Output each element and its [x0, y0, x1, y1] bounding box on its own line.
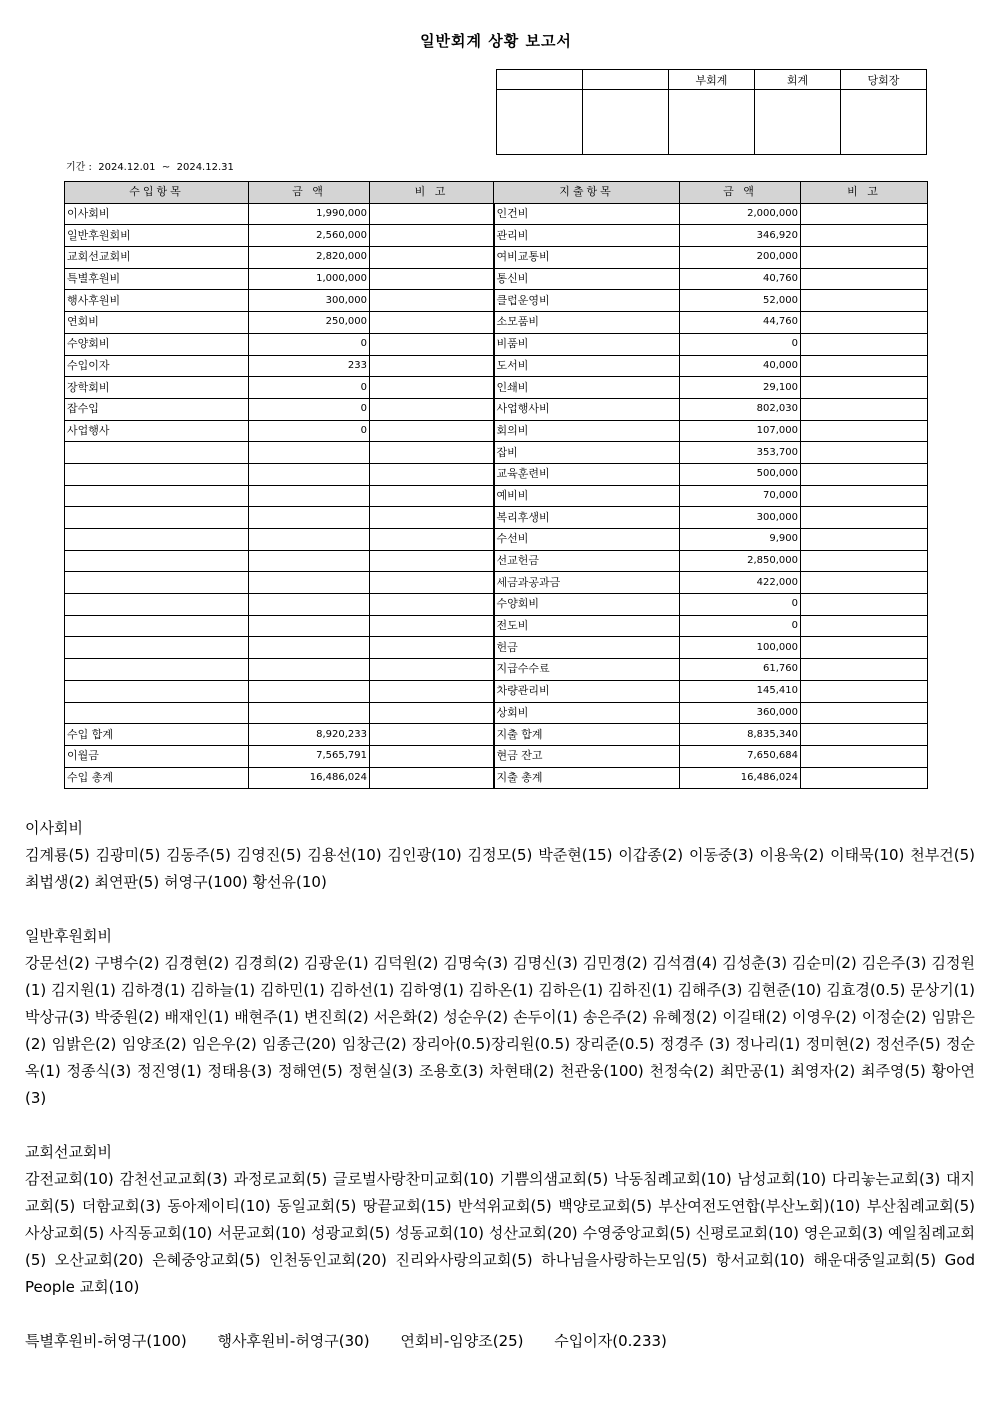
approval-sign-treasurer	[755, 90, 841, 155]
income-note	[370, 420, 494, 442]
expense-note	[801, 637, 928, 659]
table-row	[65, 724, 928, 746]
income-amount: 0	[249, 398, 370, 420]
table-row	[65, 247, 928, 269]
income-item	[65, 442, 249, 464]
income-note	[370, 203, 494, 225]
expense-amount: 360,000	[680, 702, 801, 724]
page-title: 일반회계 상황 보고서	[420, 32, 572, 50]
income-amount	[249, 615, 370, 637]
table-row	[65, 659, 928, 681]
expense-note	[801, 745, 928, 767]
footer-special-support: 특별후원비-허영구(100)	[25, 1332, 187, 1350]
expense-note	[801, 485, 928, 507]
income-amount	[249, 659, 370, 681]
income-item	[65, 637, 249, 659]
expense-amount: 16,486,024	[680, 767, 801, 789]
expense-note	[801, 203, 928, 225]
income-amount: 250,000	[249, 312, 370, 334]
income-amount	[249, 485, 370, 507]
income-note	[370, 594, 494, 616]
expense-item: 세금과공과금	[494, 572, 680, 594]
table-row	[65, 463, 928, 485]
expense-item: 인건비	[494, 203, 680, 225]
header-expense-note: 비 고	[801, 182, 928, 204]
expense-item: 헌금	[494, 637, 680, 659]
income-amount	[249, 702, 370, 724]
income-amount	[249, 637, 370, 659]
income-amount: 0	[249, 377, 370, 399]
expense-amount: 346,920	[680, 225, 801, 247]
income-note	[370, 290, 494, 312]
header-income-note: 비 고	[370, 182, 494, 204]
expense-amount: 300,000	[680, 507, 801, 529]
expense-amount: 2,000,000	[680, 203, 801, 225]
table-row	[65, 680, 928, 702]
expense-item: 여비교통비	[494, 247, 680, 269]
income-item	[65, 594, 249, 616]
income-item	[65, 485, 249, 507]
expense-amount: 0	[680, 333, 801, 355]
table-row	[65, 507, 928, 529]
ledger-table	[64, 181, 928, 789]
table-row	[65, 420, 928, 442]
table-row	[65, 268, 928, 290]
expense-item: 통신비	[494, 268, 680, 290]
footer-event-support: 행사후원비-허영구(30)	[217, 1332, 370, 1350]
expense-amount: 353,700	[680, 442, 801, 464]
expense-note	[801, 333, 928, 355]
income-item	[65, 680, 249, 702]
expense-item: 현금 잔고	[494, 745, 680, 767]
supporters-list: 강문선(2) 구병수(2) 김경현(2) 김경희(2) 김광운(1) 김덕원(2) 김명숙(3) 김명신(3) 김민경(2) 김석겸(4) 김성춘(3) 김순미(2) 김은주(3) 김정원(1) 김지원(1) 김하경(1) 김하늘(1) 김하민(1) 김하선(1) 김하영(1) 김하온(1) 김하은(1) 김하진(1) 김해주(3) 김현준(10) 김효경(0.5) 문상기(1) 박상규(3) 박중원(2) 배재인(1) 배현주(1) 변진희(2) 서은화(2) 성순우(2) 손두이(1) 송은주(2) 유혜정(2) 이길태(2) 이영우(2) 이정순(2) 임맑은(2) 임밝은(2) 임양조(2) 임은우(2) 임종근(20) 임창근(2) 장리아(0.5)장리원(0.5) 장리준(0.5) 정경주 (3) 정나리(1) 정미현(2) 정선주(5) 정순옥(1) 정종식(3) 정진영(1) 정태용(3) 정해연(5) 정현실(3) 조용호(3) 차현태(2) 천관웅(100) 천정숙(2) 최만공(1) 최영자(2) 최주영(5) 황아연(3)	[25, 954, 975, 1107]
expense-item: 복리후생비	[494, 507, 680, 529]
table-row	[65, 377, 928, 399]
income-amount	[249, 572, 370, 594]
income-item: 행사후원비	[65, 290, 249, 312]
footer-interest: 수입이자(0.233)	[554, 1332, 667, 1350]
table-row	[65, 442, 928, 464]
expense-note	[801, 463, 928, 485]
expense-amount: 44,760	[680, 312, 801, 334]
income-note	[370, 377, 494, 399]
table-row	[65, 225, 928, 247]
expense-amount: 29,100	[680, 377, 801, 399]
expense-item: 수선비	[494, 529, 680, 551]
income-amount: 7,565,791	[249, 745, 370, 767]
expense-item: 지출 합계	[494, 724, 680, 746]
income-amount	[249, 507, 370, 529]
income-item	[65, 507, 249, 529]
income-note	[370, 615, 494, 637]
income-item: 수입 총계	[65, 767, 249, 789]
expense-note	[801, 659, 928, 681]
approval-sign-vice-treasurer	[669, 90, 755, 155]
income-amount: 2,560,000	[249, 225, 370, 247]
table-row	[65, 529, 928, 551]
income-note	[370, 312, 494, 334]
income-note	[370, 442, 494, 464]
table-row	[65, 745, 928, 767]
expense-item: 상회비	[494, 702, 680, 724]
expense-note	[801, 247, 928, 269]
expense-amount: 9,900	[680, 529, 801, 551]
period-end: 2024.12.31	[176, 162, 234, 173]
churches-heading: 교회선교회비	[25, 1143, 112, 1161]
expense-note	[801, 312, 928, 334]
income-note	[370, 333, 494, 355]
expense-note	[801, 507, 928, 529]
expense-amount: 2,850,000	[680, 550, 801, 572]
expense-amount: 61,760	[680, 659, 801, 681]
income-note	[370, 529, 494, 551]
expense-item: 수양회비	[494, 594, 680, 616]
period-start: 2024.12.01	[98, 162, 156, 173]
income-item: 잡수입	[65, 398, 249, 420]
directors-heading: 이사회비	[25, 819, 83, 837]
expense-amount: 0	[680, 615, 801, 637]
income-amount	[249, 442, 370, 464]
income-note	[370, 247, 494, 269]
income-note	[370, 507, 494, 529]
approval-header-vice-treasurer: 부회계	[669, 70, 755, 90]
income-item: 수입 합계	[65, 724, 249, 746]
expense-item: 차량관리비	[494, 680, 680, 702]
income-item: 장학회비	[65, 377, 249, 399]
expense-item: 관리비	[494, 225, 680, 247]
table-row	[65, 702, 928, 724]
expense-item: 예비비	[494, 485, 680, 507]
footer-annual-fee: 연회비-임양조(25)	[400, 1332, 524, 1350]
income-item: 이사회비	[65, 203, 249, 225]
approval-header-treasurer: 회계	[755, 70, 841, 90]
income-note	[370, 702, 494, 724]
header-expense-amount: 금 액	[680, 182, 801, 204]
expense-amount: 40,000	[680, 355, 801, 377]
expense-amount: 107,000	[680, 420, 801, 442]
income-note	[370, 398, 494, 420]
income-note	[370, 463, 494, 485]
expense-amount: 40,760	[680, 268, 801, 290]
table-row	[65, 398, 928, 420]
income-item	[65, 659, 249, 681]
expense-item: 비품비	[494, 333, 680, 355]
income-item	[65, 550, 249, 572]
income-amount: 16,486,024	[249, 767, 370, 789]
income-amount: 0	[249, 420, 370, 442]
income-amount	[249, 529, 370, 551]
expense-amount: 500,000	[680, 463, 801, 485]
expense-amount: 70,000	[680, 485, 801, 507]
expense-item: 도서비	[494, 355, 680, 377]
income-note	[370, 268, 494, 290]
income-item: 이월금	[65, 745, 249, 767]
expense-item: 클럽운영비	[494, 290, 680, 312]
approval-sign-1	[497, 90, 583, 155]
approval-sign-pastor	[841, 90, 927, 155]
income-note	[370, 225, 494, 247]
table-row	[65, 572, 928, 594]
period-label: 기간	[66, 162, 86, 173]
expense-note	[801, 550, 928, 572]
notes-section	[25, 815, 975, 1355]
income-item	[65, 572, 249, 594]
expense-note	[801, 680, 928, 702]
expense-note	[801, 529, 928, 551]
expense-amount: 802,030	[680, 398, 801, 420]
expense-note	[801, 290, 928, 312]
table-row	[65, 355, 928, 377]
expense-note	[801, 420, 928, 442]
approval-header-2	[583, 70, 669, 90]
income-amount: 1,990,000	[249, 203, 370, 225]
table-row	[65, 615, 928, 637]
expense-amount: 7,650,684	[680, 745, 801, 767]
income-item	[65, 702, 249, 724]
income-note	[370, 572, 494, 594]
table-row	[65, 290, 928, 312]
income-item	[65, 615, 249, 637]
income-amount	[249, 550, 370, 572]
table-row	[65, 203, 928, 225]
expense-note	[801, 398, 928, 420]
expense-note	[801, 225, 928, 247]
expense-note	[801, 377, 928, 399]
expense-amount: 0	[680, 594, 801, 616]
income-item: 수입이자	[65, 355, 249, 377]
expense-amount: 8,835,340	[680, 724, 801, 746]
income-note	[370, 550, 494, 572]
report-period: 기간 : 2024.12.01 ~ 2024.12.31	[66, 162, 234, 173]
expense-item: 잡비	[494, 442, 680, 464]
expense-note	[801, 268, 928, 290]
expense-note	[801, 572, 928, 594]
table-row	[65, 767, 928, 789]
income-item: 일반후원회비	[65, 225, 249, 247]
expense-amount: 100,000	[680, 637, 801, 659]
expense-item: 지출 총계	[494, 767, 680, 789]
expense-note	[801, 594, 928, 616]
expense-amount: 52,000	[680, 290, 801, 312]
expense-amount: 200,000	[680, 247, 801, 269]
income-item: 특별후원비	[65, 268, 249, 290]
table-row	[65, 594, 928, 616]
income-amount	[249, 463, 370, 485]
income-note	[370, 680, 494, 702]
expense-item: 교육훈련비	[494, 463, 680, 485]
table-row	[65, 312, 928, 334]
expense-amount: 145,410	[680, 680, 801, 702]
expense-note	[801, 615, 928, 637]
churches-list: 감전교회(10) 감천선교교회(3) 과정로교회(5) 글로벌사랑찬미교회(10) 기쁨의샘교회(5) 낙동침례교회(10) 남성교회(10) 다리놓는교회(3) 대지교회(5) 더함교회(3) 동아제이티(10) 동일교회(5) 땅끝교회(15) 반석위교회(5) 백양로교회(5) 부산여전도연합(부산노회)(10) 부산침례교회(5) 사상교회(5) 사직동교회(10) 서문교회(10) 성광교회(5) 성동교회(10) 성산교회(20) 수영중앙교회(5) 신평로교회(10) 영은교회(3) 예일침례교회(5) 오산교회(20) 은혜중앙교회(5) 인천동인교회(20) 진리와사랑의교회(5) 하나님을사랑하는모임(5) 항서교회(10) 해운대중일교회(5) God People 교회(10)	[25, 1170, 975, 1296]
expense-note	[801, 724, 928, 746]
table-row	[65, 333, 928, 355]
expense-note	[801, 767, 928, 789]
expense-item: 소모품비	[494, 312, 680, 334]
period-tilde: ~	[161, 162, 171, 173]
expense-item: 지급수수료	[494, 659, 680, 681]
expense-item: 전도비	[494, 615, 680, 637]
income-item: 교회선교회비	[65, 247, 249, 269]
income-amount	[249, 594, 370, 616]
header-expense-item: 지출항목	[494, 182, 680, 204]
income-amount: 0	[249, 333, 370, 355]
income-amount: 300,000	[249, 290, 370, 312]
income-item	[65, 529, 249, 551]
income-amount: 8,920,233	[249, 724, 370, 746]
footer-notes	[25, 1328, 975, 1355]
header-income-item: 수입항목	[65, 182, 249, 204]
table-row	[65, 550, 928, 572]
expense-amount: 422,000	[680, 572, 801, 594]
expense-item: 선교헌금	[494, 550, 680, 572]
directors-list: 김계룡(5) 김광미(5) 김동주(5) 김영진(5) 김용선(10) 김인광(10) 김정모(5) 박준현(15) 이갑종(2) 이동중(3) 이용욱(2) 이태묵(10) 천부건(5) 최법생(2) 최연판(5) 허영구(100) 황선유(10)	[25, 846, 975, 891]
income-note	[370, 637, 494, 659]
income-item	[65, 463, 249, 485]
expense-note	[801, 355, 928, 377]
income-item: 연회비	[65, 312, 249, 334]
income-amount: 2,820,000	[249, 247, 370, 269]
income-note	[370, 355, 494, 377]
approval-header-pastor: 당회장	[841, 70, 927, 90]
income-item: 수양회비	[65, 333, 249, 355]
income-item: 사업행사	[65, 420, 249, 442]
table-row	[65, 637, 928, 659]
table-row	[65, 485, 928, 507]
income-note	[370, 767, 494, 789]
expense-note	[801, 702, 928, 724]
income-amount: 1,000,000	[249, 268, 370, 290]
income-note	[370, 485, 494, 507]
approval-sign-2	[583, 90, 669, 155]
income-note	[370, 724, 494, 746]
approval-box	[496, 69, 927, 155]
expense-item: 회의비	[494, 420, 680, 442]
supporters-heading: 일반후원회비	[25, 927, 112, 945]
expense-item: 인쇄비	[494, 377, 680, 399]
expense-item: 사업행사비	[494, 398, 680, 420]
expense-note	[801, 442, 928, 464]
income-note	[370, 745, 494, 767]
income-note	[370, 659, 494, 681]
income-amount: 233	[249, 355, 370, 377]
header-income-amount: 금 액	[249, 182, 370, 204]
income-amount	[249, 680, 370, 702]
approval-header-1	[497, 70, 583, 90]
